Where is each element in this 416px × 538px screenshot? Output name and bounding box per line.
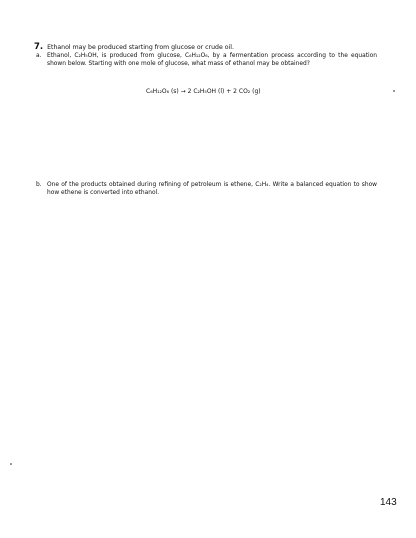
question-number: 7. [34, 42, 44, 52]
part-a-letter: a. [36, 53, 42, 59]
question-7 [34, 43, 234, 52]
scan-speck [393, 90, 395, 92]
part-a [36, 52, 377, 69]
scan-speck [10, 463, 12, 465]
question-intro: Ethanol may be produced starting from glucose or crude oil. [47, 44, 234, 51]
part-b-letter: b. [36, 182, 42, 188]
part-a-text: Ethanol, C₂H₅OH, is produced from glucose, C₆H₁₂O₆, by a fermentation process according to the equation shown below. Starting with one mole of glucose, what mass of ethanol may be obtained? [47, 53, 377, 68]
part-b-text: One of the products obtained during refining of petroleum is ethene, C₂H₄. Write a balanced equation to show how ethene is converted into ethanol. [47, 182, 377, 197]
fermentation-equation: C₆H₁₂O₆ (s) → 2 C₂H₅OH (l) + 2 CO₂ (g) [146, 88, 261, 95]
part-b [36, 181, 377, 198]
page-number: 143 [380, 497, 397, 508]
